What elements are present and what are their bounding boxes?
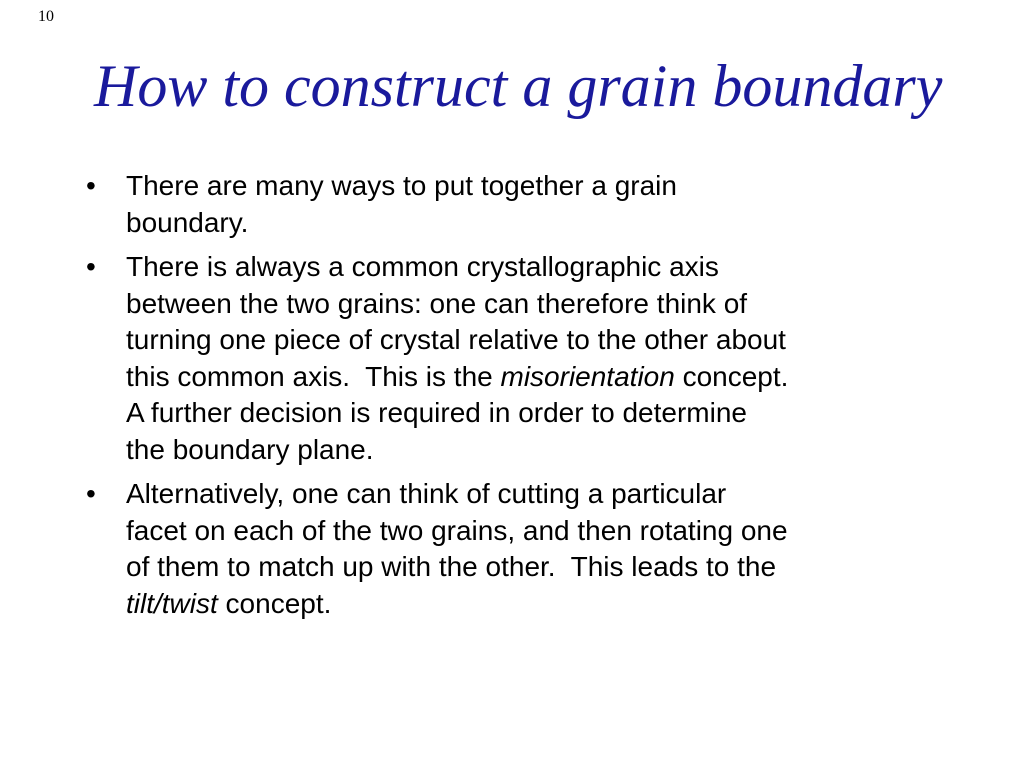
bullet-line: of them to match up with the other. This leads to the: [126, 551, 777, 582]
bullet-marker: •: [86, 251, 96, 282]
bullet-list: [86, 168, 956, 630]
bullet-text: [126, 476, 956, 622]
bullet-line: boundary.: [126, 206, 249, 238]
bullet-line: turning one piece of crystal relative to the other about: [126, 324, 786, 355]
bullet-marker: •: [86, 170, 96, 201]
bullet-item: [86, 476, 956, 622]
bullet-line: facet on each of the two grains, and then rotating one: [126, 514, 788, 546]
bullet-line: Alternatively, one can think of cutting a particular: [126, 478, 727, 509]
bullet-line-segment: concept.: [674, 360, 789, 392]
emphasized-term: tilt/twist: [126, 587, 218, 619]
bullet-line: A further decision is required in order to determine: [126, 397, 747, 428]
bullet-item: [86, 249, 956, 468]
bullet-text: [126, 249, 956, 468]
slide-title: How to construct a grain boundary: [94, 53, 943, 119]
emphasized-term: misorientation: [500, 360, 675, 392]
bullet-line: the boundary plane.: [126, 433, 374, 465]
bullet-line-segment: concept.: [217, 587, 332, 619]
bullet-line-segment: this common axis. This is the: [126, 360, 501, 392]
bullet-line: between the two grains: one can therefore think of: [126, 287, 748, 319]
bullet-item: [86, 168, 956, 241]
bullet-marker: •: [86, 478, 96, 509]
bullet-line: There is always a common crystallographic axis: [126, 251, 719, 282]
bullet-text: [126, 168, 956, 241]
bullet-line: There are many ways to put together a grain: [126, 170, 677, 201]
slide-number: 10: [38, 8, 54, 25]
